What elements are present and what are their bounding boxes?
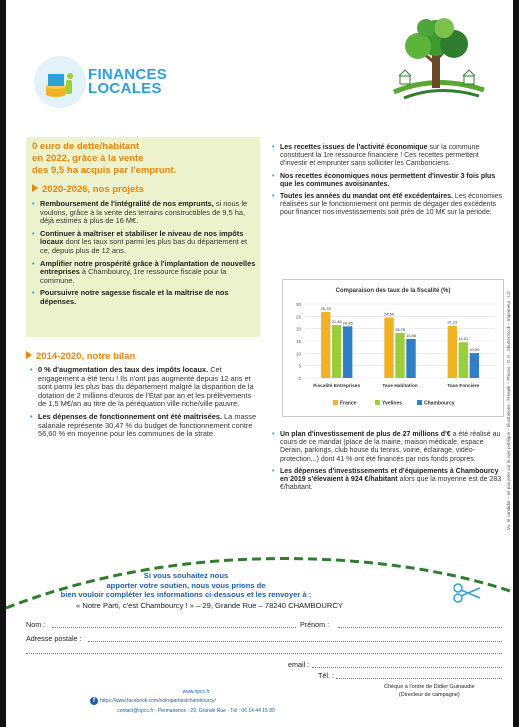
legend-label: France [340, 400, 357, 407]
adresse-field[interactable] [88, 641, 502, 642]
scissors-icon [454, 584, 480, 602]
item-text: Les économies réalisées sur le fonctionnement ont permis de dégager des excédents pour financer nos investissements soit près de 10 M€ sur la période. [280, 193, 503, 217]
list-item [32, 200, 256, 226]
x-tick-label: Taxe Foncière [447, 384, 480, 389]
title-line-2: LOCALES [88, 80, 162, 97]
bar-yvelines [332, 325, 341, 378]
tel-field[interactable] [336, 678, 502, 679]
headline-line-2: en 2022, grâce à la vente [32, 153, 144, 164]
bullet-icon: • [30, 365, 33, 374]
y-tick-label: 10 [295, 351, 301, 357]
coupon-line-2: apporter votre soutien, nous vous prions de [106, 580, 266, 590]
bar-yvelines [395, 333, 404, 378]
y-tick-label: 15 [295, 339, 301, 344]
prenom-label: Prénom : [300, 620, 330, 629]
tel-label: Tél. : [318, 671, 334, 680]
check-info [384, 683, 475, 699]
footer-website[interactable]: www.npcc.fr [182, 689, 210, 695]
legend-swatch [417, 400, 422, 405]
footer-facebook[interactable]: https://www.facebook.com/notrepartiestchambourcy/ [100, 698, 216, 704]
title-line-1: FINANCES [88, 66, 168, 83]
y-tick-label: 25 [295, 314, 301, 320]
item-lead: Les dépenses d'investissements et d'équipements à Chambourcy en 2019 s'élevaient à 924 €/habitant [280, 467, 499, 484]
item-lead: Les recettes issues de l'activité économique [280, 144, 428, 151]
footer-contact: contact@npcc.fr - Permanence : 29, Grande Rue - Tél : 06 14 44 15 80 [117, 708, 275, 714]
item-lead: Amplifier notre prospérité grâce à l'implantation de nouvelles entreprises [40, 258, 256, 277]
nom-field[interactable] [52, 627, 296, 628]
item-text: alors que la moyenne est de 283 €/habitant. [280, 476, 502, 492]
finance-coins-icon [34, 56, 86, 108]
bilan-list [30, 366, 260, 443]
section-bilan-label: 2014-2020, notre bilan [36, 351, 136, 362]
tax-rate-chart [282, 279, 504, 417]
bullet-icon: • [272, 193, 275, 201]
bullet-icon: • [272, 467, 275, 475]
bar-value-label: 14,51 [458, 336, 469, 342]
legend-swatch [333, 400, 338, 405]
item-lead: Continuer à maîtriser et stabiliser le niveau de nos impôts locaux [40, 228, 244, 247]
bar-value-label: 10,09 [469, 347, 480, 353]
item-lead: Remboursement de l'intégralité de nos emprunts, [40, 199, 214, 208]
list-item [30, 413, 260, 439]
bar-chambourcy [343, 326, 352, 378]
chart-legend [333, 400, 455, 407]
item-lead: 0 % d'augmentation des taux des impôts locaux. [38, 365, 209, 374]
bullet-icon: • [272, 431, 275, 438]
bullet-icon: • [32, 199, 35, 208]
item-lead: Poursuivre notre sagesse fiscale et la maîtrise de nos dépenses. [40, 288, 229, 306]
bullet-icon: • [272, 144, 275, 151]
list-item [30, 366, 260, 409]
bullet-icon: • [32, 228, 35, 238]
item-text: dont les taux sont parmi les plus bas du département et ce, depuis plus de 12 ans. [40, 237, 248, 255]
bar-france [448, 326, 457, 378]
item-lead: Toutes les années du mandat ont été excédentaires. [280, 193, 453, 201]
credit-text: Vu, le candidat – ne pas jeter sur la voie publique – illustrations : Freepik – Photos : D.G., Shutterstock – Imprimeur : LD [506, 291, 511, 530]
debt-headline [32, 141, 256, 177]
y-tick-label: 30 [295, 302, 301, 307]
item-lead: Nos recettes économiques nous permettent d'investir 3 fois plus que les communes avoisinantes. [280, 172, 496, 188]
bar-france [384, 317, 393, 378]
tree-logo [384, 14, 489, 104]
legend-label: Yvelines [382, 400, 403, 407]
item-text: sur la commune constituent la 1re ressource financière ! Ces recettes permettent d'investir et emprunter sans solliciter les Camboriciens. [280, 144, 480, 168]
list-item [32, 230, 256, 256]
chart-x-labels [313, 383, 479, 389]
bullet-icon: • [272, 172, 275, 180]
item-lead: Les dépenses de fonctionnement ont été maîtrisées. [38, 411, 222, 421]
bar-france [321, 312, 330, 378]
bar-value-label: 18,25 [394, 326, 406, 332]
projects-list [32, 200, 256, 311]
bar-value-label: 15,86 [405, 332, 417, 338]
y-tick-label: 0 [298, 376, 301, 381]
return-address: « Notre Parti, c'est Chambourcy ! » – 29, Grande Rue – 78240 CHAMBOURCY [76, 601, 343, 610]
triangle-bullet-icon [26, 351, 32, 359]
list-item [272, 193, 504, 218]
adresse-field-line-2[interactable] [26, 653, 502, 654]
nom-label: Nom : [26, 620, 46, 629]
bullet-icon: • [30, 411, 33, 421]
item-text: La masse salariale représente 30,47 % du budget de fonctionnement contre 56,60 % en moyenne pour les communes de la strate. [38, 411, 257, 439]
bar-value-label: 26,78 [320, 305, 331, 311]
y-tick-label: 5 [298, 363, 301, 369]
legend-swatch [375, 400, 380, 405]
bar-value-label: 21,46 [331, 319, 342, 325]
chart-title: Comparaison des taux de la fiscalité (%) [335, 288, 451, 294]
list-item [32, 260, 256, 286]
bar-value-label: 21,19 [447, 319, 458, 325]
credit-vertical [506, 150, 513, 530]
headline-line-3: des 9,5 ha acquis par l'emprunt. [32, 165, 177, 176]
item-text: a été réalisé au cours de ce mandat (place de la mairie, maison médicale, espace Derain, parkings, club house du tennis, voirie, éclairage, vidéo-protection...) dont 41 % ont été financés par nos fonds propres. [280, 431, 501, 463]
headline-line-1: 0 euro de dette/habitant [32, 141, 140, 152]
item-lead: Un plan d'investissement de plus de 27 millions d'€ [280, 431, 451, 438]
chart-svg [283, 280, 503, 416]
check-line-1: Chèque à l'ordre de Didier Guinaudie [384, 684, 475, 690]
bullet-icon: • [32, 288, 35, 298]
x-tick-label: Fiscalité Entreprises [313, 384, 361, 389]
prenom-field[interactable] [338, 627, 502, 628]
bar-yvelines [459, 342, 468, 378]
email-label: email : [288, 660, 310, 669]
item-text: à Chambourcy, 1re ressource fiscale pour la commune. [40, 267, 227, 285]
bar-value-label: 24,54 [383, 311, 395, 317]
email-field[interactable] [312, 667, 502, 668]
right-list-bottom [272, 431, 504, 496]
bar-chambourcy [470, 353, 479, 378]
y-tick-label: 20 [295, 326, 301, 332]
section-projects-title [32, 184, 144, 196]
page [6, 0, 513, 727]
list-item [272, 468, 504, 493]
right-list-top [272, 144, 504, 222]
triangle-bullet-icon [32, 184, 38, 192]
legend-label: Chambourcy [424, 400, 455, 407]
bar-value-label: 20,95 [342, 320, 353, 326]
facebook-icon: f [90, 697, 98, 705]
list-item [272, 144, 504, 169]
page-title [88, 68, 167, 96]
chart-bars [321, 306, 480, 378]
section-projects-label: 2020-2026, nos projets [42, 184, 144, 195]
list-item [272, 173, 504, 189]
x-tick-label: Taxe Habitation [382, 384, 418, 389]
item-text: Cet engagement a été tenu ! Ils n'ont pas augmenté depuis 12 ans et sont parmi les plus bas du département malgré la disparition de la dotation de 2 millions d'euros de l'État par an et les prélèvements de 1,5 M€/an au titre de la péréquation ville riche/ville pauvre. [38, 365, 254, 409]
check-line-2: (Directeur de campagne) [398, 692, 460, 698]
item-text: si nous le voulons, grâce à la vente des terrains constructibles de 9,5 ha, déjà estimés à plus de 16 M€. [40, 199, 248, 226]
list-item [272, 431, 504, 464]
bullet-icon: • [32, 258, 35, 268]
coupon-intro [16, 571, 356, 600]
coupon-line-1: Si vous souhaitez nous [143, 571, 229, 580]
list-item [32, 289, 256, 306]
section-bilan-title [26, 351, 135, 363]
adresse-label: Adresse postale : [26, 634, 82, 643]
coupon-line-3: bien vouloir compléter les informations ci-dessous et les renvoyer à : [60, 590, 312, 599]
bar-chambourcy [406, 339, 415, 378]
